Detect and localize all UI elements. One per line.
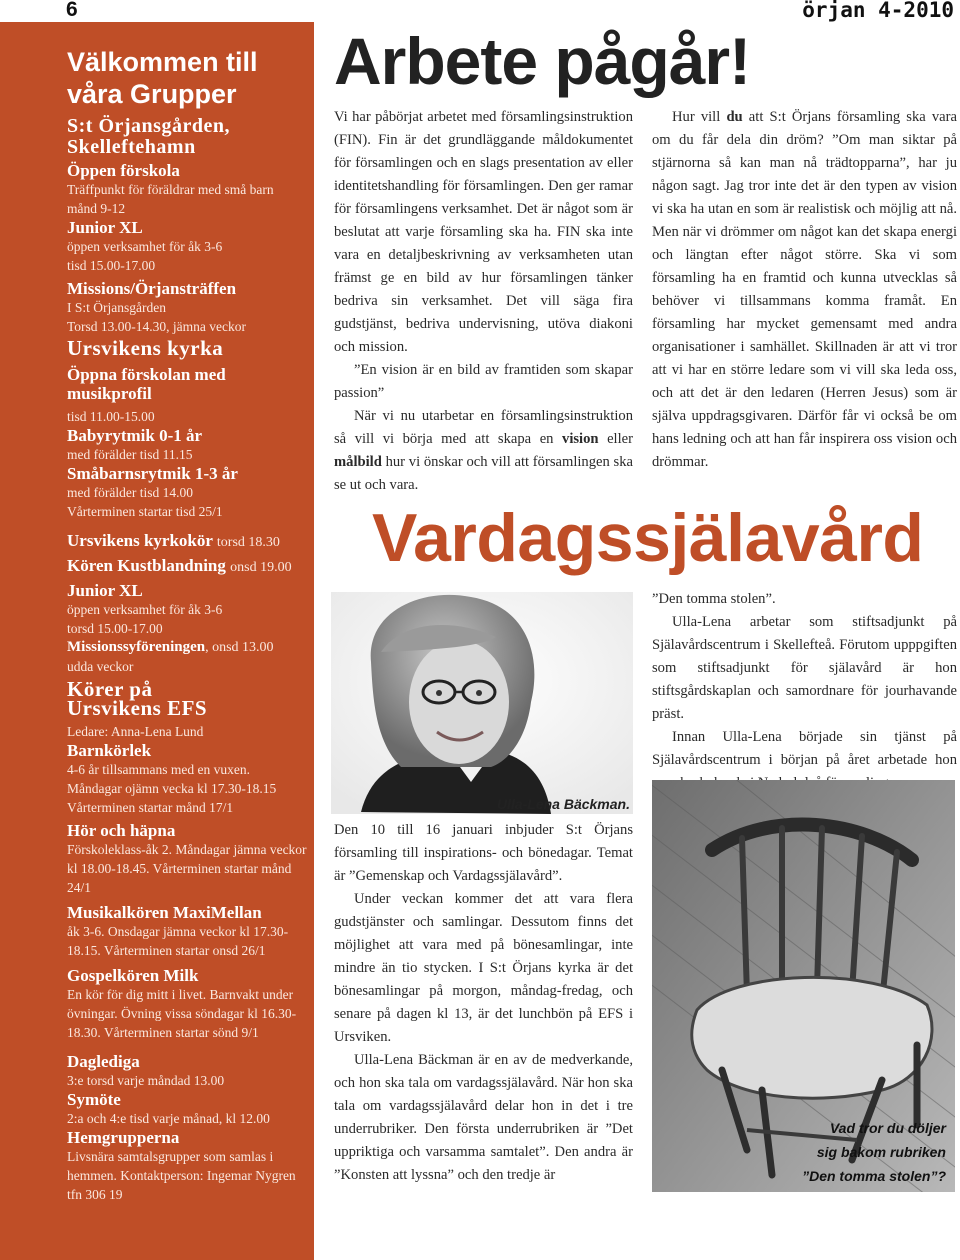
item-text: med förälder tisd 11.15: [67, 447, 193, 462]
item-text: , onsd 13.00: [205, 640, 274, 655]
item-text: månd 9-12: [67, 201, 126, 216]
item-heading: Kören Kustblandning: [67, 556, 226, 575]
item-text: En kör för dig mitt i livet. Barnvakt under övningar. Övning vissa söndagar kl 16.30-18.30. Vårterminen startar sönd 9/1: [67, 987, 297, 1040]
leader-text: Ledare: Anna-Lena Lund: [67, 724, 204, 739]
sidebar-item: [67, 1090, 309, 1128]
item-heading: Gospelkören Milk: [67, 966, 199, 985]
sidebar-item: [67, 821, 309, 897]
item-text: tisd 15.00-17.00: [67, 258, 156, 273]
item-text: onsd 19.00: [230, 560, 292, 575]
photo-caption: Ulla-Lena Bäckman.: [496, 796, 630, 812]
item-heading: Junior XL: [67, 581, 143, 600]
caption-line: ”Den tomma stolen”?: [802, 1168, 946, 1184]
article-column: [334, 819, 633, 1187]
page-number: 6: [66, 0, 78, 21]
groups-sidebar: [0, 22, 314, 1260]
item-heading: Symöte: [67, 1090, 121, 1109]
paragraph: Under veckan kommer det att vara flera gudstjänster och samlingar. Dessutom finns det möjlighet att vara med på bönesamlingar, inte mindre än tio stycken. I S:t Örjans kyrka är det bönesamlingar på morgon, måndag-fredag, och senare på dagen kl 13, är det lunchbön på EFS i Ursviken.: [334, 891, 633, 1045]
item-text: med förälder tisd 14.00: [67, 485, 193, 500]
item-heading: Daglediga: [67, 1052, 140, 1071]
sidebar-title: Välkommen till våra Grupper: [67, 47, 258, 109]
item-text: udda veckor: [67, 659, 134, 674]
item-text: åk 3-6. Onsdagar jämna veckor kl 17.30-18.15. Vårterminen startar onsd 26/1: [67, 924, 289, 958]
item-text: Torsd 13.00-14.30, jämna veckor: [67, 319, 247, 334]
item-text: Livsnära samtalsgrupper som samlas i hemmen. Kontaktperson: Ingemar Nygren tfn 306 19: [67, 1149, 296, 1202]
sidebar-item: [67, 966, 309, 1042]
item-text: I S:t Örjansgården: [67, 300, 166, 315]
item-heading: Musikalkören MaxiMellan: [67, 903, 262, 922]
item-heading: Missionssyföreningen: [67, 639, 206, 655]
item-heading: Barnkörlek: [67, 741, 152, 760]
article-column: [334, 106, 633, 497]
article-headline: Arbete pågår!: [334, 24, 751, 98]
sidebar-item: [67, 161, 309, 218]
item-heading: Babyrytmik 0-1 år: [67, 426, 203, 445]
paragraph: Ulla-Lena Bäckman är en av de medverkande, och hon ska tala om vardagssjälavård. När hon ska tala om vardagssjälavård delar hon in det i tre underrubriker. Den första underrubriken är ”Det uppriktiga och varsamma samtalet”. Den andra är ”Konsten att lyssna” och den tredje är: [334, 1052, 633, 1183]
article-column: [652, 106, 957, 474]
item-text: Måndagar ojämn vecka kl 17.30-18.15: [67, 781, 277, 796]
issue-label: örjan 4-2010: [802, 0, 954, 22]
sidebar-location: S:t Örjansgården, Skelleftehamn: [67, 115, 230, 158]
sidebar-item: [67, 426, 309, 464]
item-heading: Missions/Örjansträffen: [67, 279, 237, 298]
item-text: torsd 18.30: [216, 535, 280, 550]
item-text: Förskoleklass-åk 2. Måndagar jämna veckor kl 18.00-18.45. Vårterminen startar månd 24/1: [67, 842, 307, 895]
item-text: torsd 15.00-17.00: [67, 621, 163, 636]
paragraph: Vi har påbörjat arbetet med församlingsinstruktion (FIN). Fin är det grundläggande måldokumentet för församlingen och en slags presentation av eller identitetshandling för församlingen. Den ger ramar för församlingens verksamhet. Det är något som är beslutat att varje församling ska ha. FIN ska inte vara en detaljbeskrivning av verksamheten utan främst ge en bild av hur församlingen tänker bedriva sin verksamhet. Det vill säga fira gudstjänst, bedriva undervisning, utöva diakoni och mission.: [334, 109, 633, 355]
article-column: [652, 588, 957, 795]
paragraph: Ulla-Lena arbetar som stiftsadjunkt på Själavårdscentrum i Skellefteå. Förutom upppgiften som stiftsadjunkt för själavård är hon stiftsgårdskaplan och samordnare för jourhavande präst.: [652, 614, 957, 722]
article-headline: Vardagssjälavård: [372, 500, 924, 576]
sidebar-item: [67, 581, 309, 638]
caption-line: sig bakom rubriken: [816, 1144, 946, 1160]
item-heading: Hemgrupperna: [67, 1128, 180, 1147]
item-text: Vårterminen startar månd 17/1: [67, 800, 234, 815]
item-text: Vårterminen startar tisd 25/1: [67, 504, 223, 519]
page-header: [0, 0, 960, 22]
item-heading: Öppna förskolan med musikprofil: [67, 365, 226, 403]
sidebar-item: [67, 741, 309, 817]
sidebar-item: [67, 279, 309, 336]
paragraph: Den 10 till 16 januari inbjuder S:t Örjans församling till inspirations- och bönedagar. Temat är ”Gemenskap och Vardagssjälavård”.: [334, 822, 633, 884]
sidebar-item: [67, 1052, 309, 1090]
paragraph: ”Den tomma stolen”.: [652, 591, 776, 607]
quote: ”En vision är en bild av framtiden som skapar passion”: [334, 362, 633, 401]
item-heading: Småbarnsrytmik 1-3 år: [67, 464, 238, 483]
paragraph: Hur vill du att S:t Örjans församling ska vara om du får dela din dröm? ”Om man siktar på stjärnorna så kan man nå trädtopparna”, har ju någon sagt. Jag tror inte det är den typen av vision vi ska ha utan en som är realistisk och möjlig att nå. Men när vi drömmer om något kan det skapa energi och längtan efter något större. Ska vi som församling ha en framtid och kunna utvecklas så behöver vi tillsammans komma framåt. En församling har mycket gemensamt med andra organisationer i samhället. Skillnaden är att vi tror att vi har en större ledare som vi vill ska leda oss, och att det är den ledaren (Herren Jesus) som är själva uppdragsgivaren. Därför får vi också be om hans ledning och att han får inspirera oss vision och drömmar.: [652, 109, 957, 470]
sidebar-item: [67, 556, 309, 577]
paragraph: När vi nu utarbetar en församlingsinstruktion så vill vi börja med att skapa en vision eller målbild hur vi önskar och vill att församlingen ska se ut och vara.: [334, 408, 633, 493]
sidebar-item: [67, 218, 309, 275]
sidebar-item: [67, 531, 309, 552]
church-heading: Ursvikens kyrka: [67, 336, 224, 360]
sidebar-item: [67, 1128, 309, 1204]
item-heading: Öppen förskola: [67, 161, 180, 180]
item-text: tisd 11.00-15.00: [67, 409, 155, 424]
item-text: Träffpunkt för föräldrar med små barn: [67, 182, 274, 197]
item-text: 3:e torsd varje måndad 13.00: [67, 1073, 225, 1088]
chair-caption: [760, 1116, 946, 1188]
item-heading: Hör och häpna: [67, 821, 176, 840]
item-text: 2:a och 4:e tisd varje månad, kl 12.00: [67, 1111, 270, 1126]
item-text: öppen verksamhet för åk 3-6: [67, 602, 223, 617]
sidebar-item: [67, 903, 309, 960]
paragraph: Innan Ulla-Lena började sin tjänst på Själavårdscentrum i början på året arbetade hon: [652, 729, 957, 768]
item-heading: Ursvikens kyrkokör: [67, 531, 213, 550]
item-heading: Junior XL: [67, 218, 143, 237]
item-text: 4-6 år tillsammans med en vuxen.: [67, 762, 250, 777]
efs-heading: Körer på Ursvikens EFS: [67, 677, 208, 720]
sidebar-item: [67, 365, 309, 426]
item-text: öppen verksamhet för åk 3-6: [67, 239, 223, 254]
sidebar-item: [67, 464, 309, 521]
portrait-photo: [331, 592, 633, 814]
sidebar-item: [67, 638, 309, 676]
caption-line: Vad tror du döljer: [829, 1120, 946, 1136]
